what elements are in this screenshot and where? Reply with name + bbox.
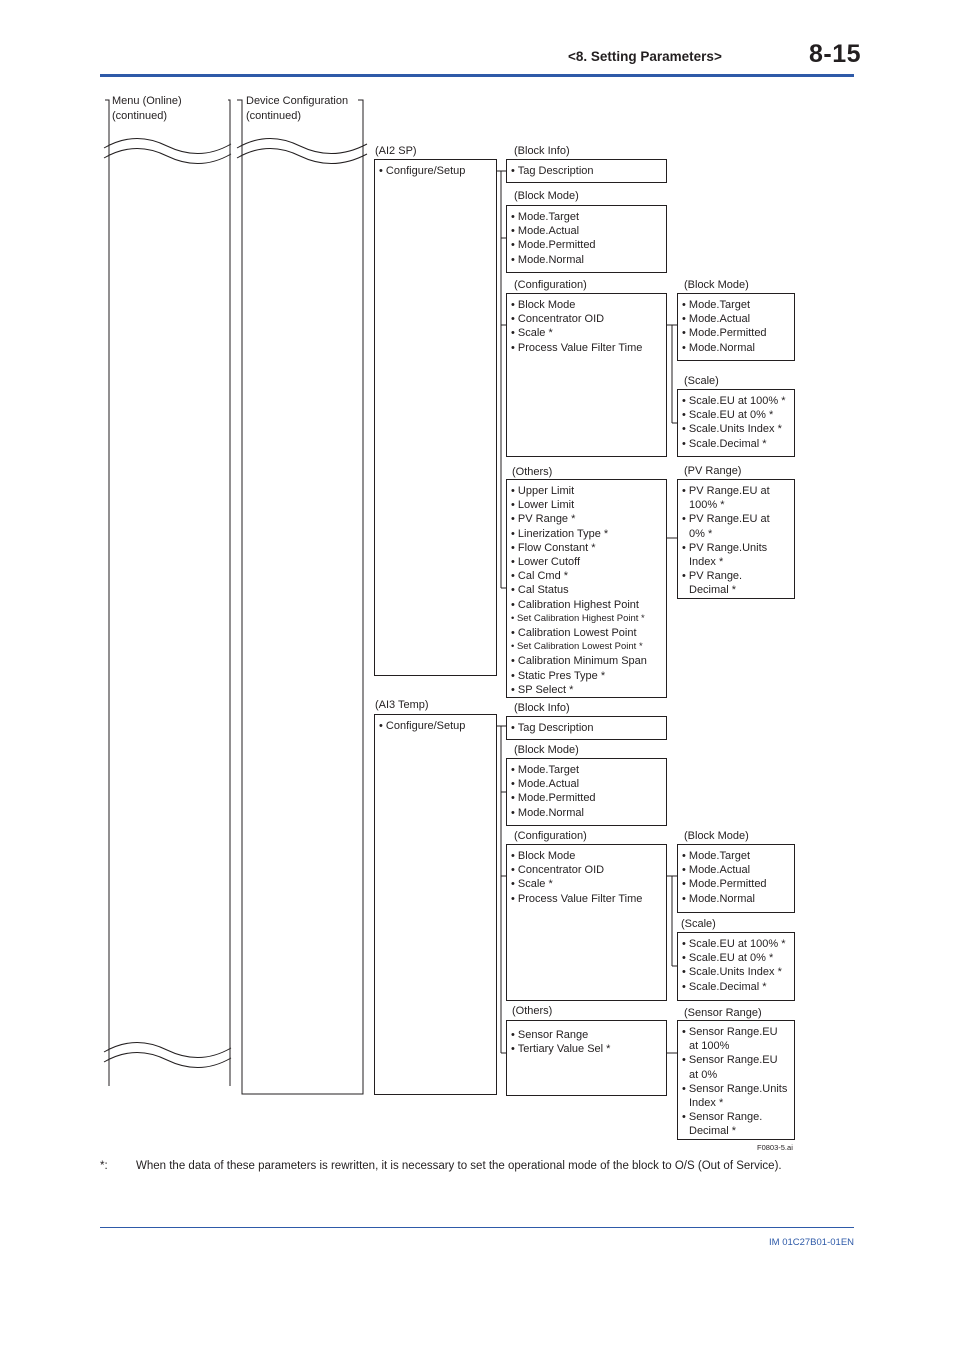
- ai3-sensor-range-box: [677, 1020, 795, 1140]
- ai3-others-caption: (Others): [512, 1005, 553, 1017]
- list-item[interactable]: • Cal Status: [511, 584, 569, 597]
- ai3-block-mode-caption: (Block Mode): [514, 744, 579, 756]
- menu-online-label: Menu (Online) (continued): [112, 95, 182, 122]
- list-item[interactable]: • Mode.Actual: [682, 864, 751, 877]
- ai3-block-info-caption: (Block Info): [514, 702, 570, 714]
- list-item[interactable]: • Lower Cutoff: [511, 556, 581, 569]
- ai2-configuration-caption: (Configuration): [514, 279, 587, 291]
- list-item-continuation: at 0%: [689, 1068, 718, 1081]
- ai2-pv-range-box: [677, 479, 795, 599]
- list-item[interactable]: • Concentrator OID: [511, 864, 605, 877]
- ai3-block-info-box: [506, 716, 667, 740]
- section-title: <8. Setting Parameters>: [568, 49, 722, 64]
- ai2-block-info-caption: (Block Info): [514, 145, 570, 157]
- list-item[interactable]: • PV Range.: [682, 570, 743, 583]
- list-item[interactable]: • Mode.Target: [682, 299, 751, 311]
- menu-column-right-edge: [228, 100, 230, 1086]
- break-mark-top-right-2: [237, 148, 367, 163]
- ai3-sensor-range-caption: (Sensor Range): [684, 1007, 762, 1019]
- ai2-pv-range-caption: (PV Range): [684, 465, 742, 477]
- list-item[interactable]: • Mode.Permitted: [511, 792, 596, 805]
- ai2-configuration-box: [506, 293, 667, 457]
- ai3-block-mode-box: [506, 758, 667, 826]
- ai2-block-info-box: [506, 159, 667, 183]
- list-item[interactable]: • Mode.Normal: [682, 892, 755, 905]
- list-item-continuation: 100% *: [689, 499, 725, 512]
- list-item[interactable]: • Tag Description: [511, 722, 594, 734]
- list-item[interactable]: • Cal Cmd *: [511, 570, 569, 583]
- list-item[interactable]: • Sensor Range: [511, 1029, 589, 1041]
- list-item[interactable]: • PV Range.EU at: [682, 485, 770, 497]
- list-item[interactable]: • Flow Constant *: [511, 541, 596, 554]
- device-config-column-frame: [237, 100, 363, 1094]
- list-item-continuation: 0% *: [689, 527, 713, 540]
- list-item[interactable]: • Mode.Actual: [511, 778, 580, 791]
- page-number: 8-15: [809, 40, 862, 68]
- list-item[interactable]: • Process Value Filter Time: [511, 341, 643, 354]
- ai2-config-block-mode-box: [677, 293, 795, 361]
- footnote-text: When the data of these parameters is rewritten, it is necessary to set the operational mode of the block to O/S (Out of Service).: [136, 1160, 782, 1172]
- list-item-continuation: Decimal *: [689, 584, 737, 597]
- footnote-mark: *:: [100, 1160, 108, 1172]
- list-item[interactable]: • Mode.Normal: [511, 806, 584, 819]
- list-item[interactable]: • Tertiary Value Sel *: [511, 1043, 611, 1056]
- ai3-others-box: [506, 1020, 667, 1096]
- list-item[interactable]: • Mode.Permitted: [511, 239, 596, 252]
- list-item[interactable]: • Block Mode: [511, 850, 576, 862]
- list-item[interactable]: • Sensor Range.EU: [682, 1054, 778, 1067]
- list-item-continuation: Decimal *: [689, 1125, 737, 1138]
- list-item[interactable]: • PV Range.Units: [682, 541, 768, 554]
- list-item[interactable]: • Set Calibration Highest Point *: [511, 612, 645, 624]
- list-item[interactable]: • Calibration Highest Point: [511, 598, 639, 611]
- list-item[interactable]: • Static Pres Type *: [511, 669, 606, 682]
- list-item[interactable]: • Lower Limit: [511, 499, 575, 512]
- list-item[interactable]: • Scale.EU at 100% *: [682, 395, 786, 407]
- list-item[interactable]: • Mode.Actual: [511, 225, 580, 238]
- list-item[interactable]: • Block Mode: [511, 299, 576, 311]
- ai3-scale-box: [677, 932, 795, 1001]
- ai3-configuration-caption: (Configuration): [514, 830, 587, 842]
- ai3-configuration-box: [506, 844, 667, 1001]
- list-item[interactable]: • Scale *: [511, 327, 553, 340]
- ai2-scale-box: [677, 389, 795, 457]
- list-item-continuation: at 100%: [689, 1040, 730, 1053]
- document-id: IM 01C27B01-01EN: [769, 1237, 855, 1248]
- list-item[interactable]: • Mode.Normal: [682, 341, 755, 354]
- list-item[interactable]: • Sensor Range.Units: [682, 1082, 788, 1095]
- ai3-configure-setup-box: [374, 714, 497, 1095]
- list-item[interactable]: • Mode.Target: [511, 211, 580, 223]
- ai3-configure-setup-item[interactable]: • Configure/Setup: [379, 720, 466, 732]
- ai2-scale-caption: (Scale): [684, 375, 719, 387]
- list-item[interactable]: • Mode.Permitted: [682, 878, 767, 891]
- list-item[interactable]: • Scale.EU at 0% *: [682, 409, 774, 422]
- list-item[interactable]: • Sensor Range.: [682, 1111, 763, 1124]
- list-item[interactable]: • Mode.Normal: [511, 253, 584, 266]
- list-item-continuation: Index *: [689, 1097, 724, 1110]
- ai3-config-block-mode-box: [677, 844, 795, 913]
- list-item[interactable]: • Scale.EU at 0% *: [682, 952, 774, 965]
- list-item[interactable]: • Upper Limit: [511, 485, 575, 497]
- list-item[interactable]: • PV Range.EU at: [682, 513, 770, 526]
- list-item[interactable]: • Scale *: [511, 878, 553, 891]
- break-mark-top-left: [104, 138, 231, 153]
- list-item[interactable]: • Mode.Target: [511, 764, 580, 776]
- ai2-configure-setup-box: [374, 159, 497, 676]
- ai2-others-caption: (Others): [512, 466, 553, 478]
- figure-id: F0803-5.ai: [757, 1143, 793, 1152]
- ai3-scale-caption: (Scale): [681, 918, 716, 930]
- list-item[interactable]: • Calibration Minimum Span: [511, 655, 647, 668]
- ai2-block-mode-box: [506, 205, 667, 273]
- list-item[interactable]: • Mode.Target: [682, 850, 751, 862]
- list-item[interactable]: • Tag Description: [511, 165, 594, 177]
- ai2-config-block-mode-caption: (Block Mode): [684, 279, 749, 291]
- break-mark-bottom-2: [104, 1052, 231, 1067]
- footer-rule: [100, 1227, 854, 1228]
- list-item[interactable]: • Scale.Units Index *: [682, 423, 782, 436]
- list-item[interactable]: • SP Select *: [511, 683, 574, 696]
- list-item[interactable]: • Linerization Type *: [511, 527, 609, 540]
- ai2-others-box: [506, 479, 667, 698]
- ai2-sp-caption: (AI2 SP): [375, 145, 417, 157]
- list-item[interactable]: • Process Value Filter Time: [511, 892, 643, 905]
- list-item[interactable]: • Scale.Decimal *: [682, 980, 767, 993]
- list-item[interactable]: • Mode.Permitted: [682, 327, 767, 340]
- list-item[interactable]: • Set Calibration Lowest Point *: [511, 641, 643, 653]
- ai2-configure-setup-item[interactable]: • Configure/Setup: [379, 165, 466, 177]
- list-item[interactable]: • Scale.Decimal *: [682, 437, 767, 450]
- break-mark-top-left-2: [104, 148, 231, 163]
- break-mark-top-right: [237, 138, 367, 153]
- menu-column-bracket: [105, 100, 109, 1086]
- list-item[interactable]: • Sensor Range.EU: [682, 1026, 778, 1038]
- list-item[interactable]: • Calibration Lowest Point: [511, 627, 637, 640]
- ai2-block-mode-caption: (Block Mode): [514, 190, 579, 202]
- list-item[interactable]: • Scale.Units Index *: [682, 966, 782, 979]
- ai3-config-block-mode-caption: (Block Mode): [684, 830, 749, 842]
- break-mark-bottom: [104, 1042, 231, 1057]
- list-item[interactable]: • PV Range *: [511, 513, 576, 526]
- list-item[interactable]: • Mode.Actual: [682, 313, 751, 326]
- ai3-temp-caption: (AI3 Temp): [375, 699, 429, 711]
- device-configuration-label: Device Configuration (continued): [246, 95, 349, 122]
- list-item[interactable]: • Concentrator OID: [511, 313, 605, 326]
- list-item[interactable]: • Scale.EU at 100% *: [682, 938, 786, 950]
- list-item-continuation: Index *: [689, 556, 724, 569]
